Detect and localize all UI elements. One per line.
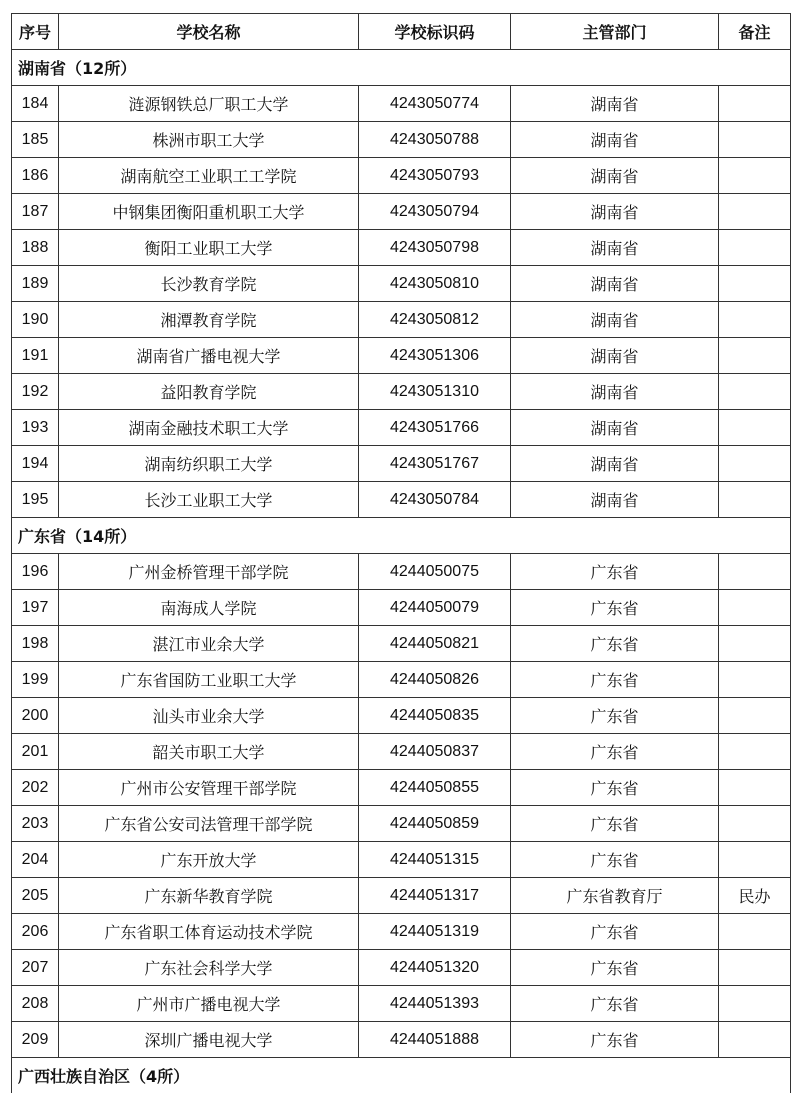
cell-department: 湖南省 <box>511 446 719 482</box>
cell-seq: 201 <box>12 734 59 770</box>
cell-school-code: 4243050784 <box>359 482 511 518</box>
cell-school-name: 湖南金融技术职工大学 <box>59 410 359 446</box>
cell-school-code: 4243051766 <box>359 410 511 446</box>
cell-school-code: 4244050821 <box>359 626 511 662</box>
cell-school-name: 益阳教育学院 <box>59 374 359 410</box>
table-row <box>12 302 791 338</box>
cell-school-code: 4243050812 <box>359 302 511 338</box>
cell-school-code: 4244051317 <box>359 878 511 914</box>
table-row <box>12 590 791 626</box>
cell-department: 湖南省 <box>511 194 719 230</box>
cell-note <box>719 698 791 734</box>
cell-seq: 196 <box>12 554 59 590</box>
column-header-code: 学校标识码 <box>359 14 511 50</box>
cell-note <box>719 626 791 662</box>
cell-seq: 193 <box>12 410 59 446</box>
cell-seq: 186 <box>12 158 59 194</box>
table-row <box>12 662 791 698</box>
cell-note <box>719 1022 791 1058</box>
table-row <box>12 698 791 734</box>
table-header-row <box>12 14 791 50</box>
table-row <box>12 194 791 230</box>
cell-department: 广东省 <box>511 554 719 590</box>
cell-seq: 199 <box>12 662 59 698</box>
cell-school-code: 4243050774 <box>359 86 511 122</box>
cell-seq: 190 <box>12 302 59 338</box>
table-row <box>12 374 791 410</box>
cell-school-name: 广东新华教育学院 <box>59 878 359 914</box>
table-row <box>12 266 791 302</box>
cell-department: 湖南省 <box>511 86 719 122</box>
cell-school-name: 深圳广播电视大学 <box>59 1022 359 1058</box>
cell-school-code: 4244051319 <box>359 914 511 950</box>
cell-school-name: 中钢集团衡阳重机职工大学 <box>59 194 359 230</box>
cell-school-code: 4243051306 <box>359 338 511 374</box>
cell-school-name: 广东省职工体育运动技术学院 <box>59 914 359 950</box>
cell-note <box>719 842 791 878</box>
cell-note <box>719 914 791 950</box>
cell-school-name: 广东省公安司法管理干部学院 <box>59 806 359 842</box>
table-row <box>12 1022 791 1058</box>
cell-department: 广东省 <box>511 950 719 986</box>
cell-school-name: 广州市广播电视大学 <box>59 986 359 1022</box>
cell-school-code: 4243050788 <box>359 122 511 158</box>
cell-school-code: 4244050859 <box>359 806 511 842</box>
table-row <box>12 842 791 878</box>
cell-department: 湖南省 <box>511 266 719 302</box>
column-header-dept: 主管部门 <box>511 14 719 50</box>
cell-school-name: 广州金桥管理干部学院 <box>59 554 359 590</box>
cell-school-code: 4243051310 <box>359 374 511 410</box>
cell-school-name: 湛江市业余大学 <box>59 626 359 662</box>
cell-note <box>719 230 791 266</box>
cell-school-code: 4244050075 <box>359 554 511 590</box>
cell-seq: 197 <box>12 590 59 626</box>
cell-department: 广东省 <box>511 842 719 878</box>
cell-school-code: 4244051888 <box>359 1022 511 1058</box>
cell-seq: 194 <box>12 446 59 482</box>
table-body <box>12 50 791 1094</box>
cell-school-name: 湖南纺织职工大学 <box>59 446 359 482</box>
cell-school-name: 湖南省广播电视大学 <box>59 338 359 374</box>
table-row <box>12 338 791 374</box>
cell-note <box>719 374 791 410</box>
table-row <box>12 410 791 446</box>
table-row <box>12 446 791 482</box>
cell-department: 广东省 <box>511 698 719 734</box>
cell-department: 湖南省 <box>511 374 719 410</box>
table-row <box>12 878 791 914</box>
cell-school-name: 涟源钢铁总厂职工大学 <box>59 86 359 122</box>
table-row <box>12 734 791 770</box>
cell-note <box>719 86 791 122</box>
column-header-name: 学校名称 <box>59 14 359 50</box>
cell-department: 广东省 <box>511 662 719 698</box>
cell-note <box>719 446 791 482</box>
cell-note <box>719 590 791 626</box>
cell-note <box>719 770 791 806</box>
cell-department: 湖南省 <box>511 410 719 446</box>
school-list-table <box>11 13 791 1093</box>
cell-school-name: 湖南航空工业职工工学院 <box>59 158 359 194</box>
column-header-seq: 序号 <box>12 14 59 50</box>
cell-school-code: 4244050835 <box>359 698 511 734</box>
section-header-row <box>12 50 791 86</box>
table-row <box>12 914 791 950</box>
cell-school-name: 长沙教育学院 <box>59 266 359 302</box>
cell-note <box>719 158 791 194</box>
cell-school-name: 南海成人学院 <box>59 590 359 626</box>
cell-note <box>719 482 791 518</box>
cell-note <box>719 410 791 446</box>
cell-school-code: 4243050793 <box>359 158 511 194</box>
table-row <box>12 158 791 194</box>
cell-note <box>719 302 791 338</box>
cell-school-code: 4243050794 <box>359 194 511 230</box>
cell-note <box>719 122 791 158</box>
cell-note <box>719 338 791 374</box>
cell-school-code: 4244050855 <box>359 770 511 806</box>
cell-department: 湖南省 <box>511 158 719 194</box>
table-row <box>12 986 791 1022</box>
cell-seq: 189 <box>12 266 59 302</box>
cell-department: 广东省 <box>511 914 719 950</box>
table-row <box>12 86 791 122</box>
cell-seq: 200 <box>12 698 59 734</box>
cell-school-name: 广东省国防工业职工大学 <box>59 662 359 698</box>
cell-department: 广东省 <box>511 734 719 770</box>
cell-seq: 205 <box>12 878 59 914</box>
cell-school-name: 韶关市职工大学 <box>59 734 359 770</box>
cell-note <box>719 950 791 986</box>
cell-seq: 208 <box>12 986 59 1022</box>
cell-school-name: 广东开放大学 <box>59 842 359 878</box>
table-row <box>12 770 791 806</box>
cell-school-code: 4244050079 <box>359 590 511 626</box>
cell-school-code: 4244050837 <box>359 734 511 770</box>
cell-seq: 209 <box>12 1022 59 1058</box>
cell-department: 湖南省 <box>511 482 719 518</box>
cell-note <box>719 734 791 770</box>
cell-department: 湖南省 <box>511 122 719 158</box>
section-title: 湖南省（12所） <box>12 50 791 86</box>
cell-seq: 206 <box>12 914 59 950</box>
cell-seq: 185 <box>12 122 59 158</box>
cell-school-code: 4244051320 <box>359 950 511 986</box>
cell-school-code: 4243050798 <box>359 230 511 266</box>
cell-department: 广东省 <box>511 770 719 806</box>
cell-note <box>719 662 791 698</box>
table-row <box>12 950 791 986</box>
table-row <box>12 482 791 518</box>
section-title: 广东省（14所） <box>12 518 791 554</box>
cell-note <box>719 266 791 302</box>
section-header-row <box>12 518 791 554</box>
cell-note <box>719 986 791 1022</box>
cell-department: 广东省教育厅 <box>511 878 719 914</box>
cell-seq: 195 <box>12 482 59 518</box>
cell-department: 湖南省 <box>511 302 719 338</box>
cell-school-name: 汕头市业余大学 <box>59 698 359 734</box>
cell-department: 湖南省 <box>511 230 719 266</box>
cell-department: 湖南省 <box>511 338 719 374</box>
cell-seq: 204 <box>12 842 59 878</box>
cell-note <box>719 194 791 230</box>
cell-school-code: 4243051767 <box>359 446 511 482</box>
cell-school-name: 广州市公安管理干部学院 <box>59 770 359 806</box>
cell-school-name: 广东社会科学大学 <box>59 950 359 986</box>
cell-school-name: 株洲市职工大学 <box>59 122 359 158</box>
cell-seq: 187 <box>12 194 59 230</box>
cell-school-code: 4244050826 <box>359 662 511 698</box>
table-row <box>12 122 791 158</box>
cell-school-name: 湘潭教育学院 <box>59 302 359 338</box>
table-row <box>12 806 791 842</box>
cell-seq: 192 <box>12 374 59 410</box>
table-row <box>12 626 791 662</box>
section-header-row <box>12 1058 791 1094</box>
cell-note <box>719 554 791 590</box>
column-header-note: 备注 <box>719 14 791 50</box>
cell-school-code: 4243050810 <box>359 266 511 302</box>
section-title: 广西壮族自治区（4所） <box>12 1058 791 1094</box>
cell-note <box>719 806 791 842</box>
cell-seq: 202 <box>12 770 59 806</box>
cell-seq: 198 <box>12 626 59 662</box>
cell-school-code: 4244051315 <box>359 842 511 878</box>
cell-school-code: 4244051393 <box>359 986 511 1022</box>
cell-seq: 203 <box>12 806 59 842</box>
cell-seq: 188 <box>12 230 59 266</box>
cell-department: 广东省 <box>511 590 719 626</box>
cell-department: 广东省 <box>511 806 719 842</box>
table-row <box>12 230 791 266</box>
cell-school-name: 长沙工业职工大学 <box>59 482 359 518</box>
cell-note: 民办 <box>719 878 791 914</box>
cell-seq: 191 <box>12 338 59 374</box>
cell-department: 广东省 <box>511 1022 719 1058</box>
cell-seq: 207 <box>12 950 59 986</box>
cell-seq: 184 <box>12 86 59 122</box>
cell-department: 广东省 <box>511 626 719 662</box>
cell-department: 广东省 <box>511 986 719 1022</box>
table-row <box>12 554 791 590</box>
cell-school-name: 衡阳工业职工大学 <box>59 230 359 266</box>
